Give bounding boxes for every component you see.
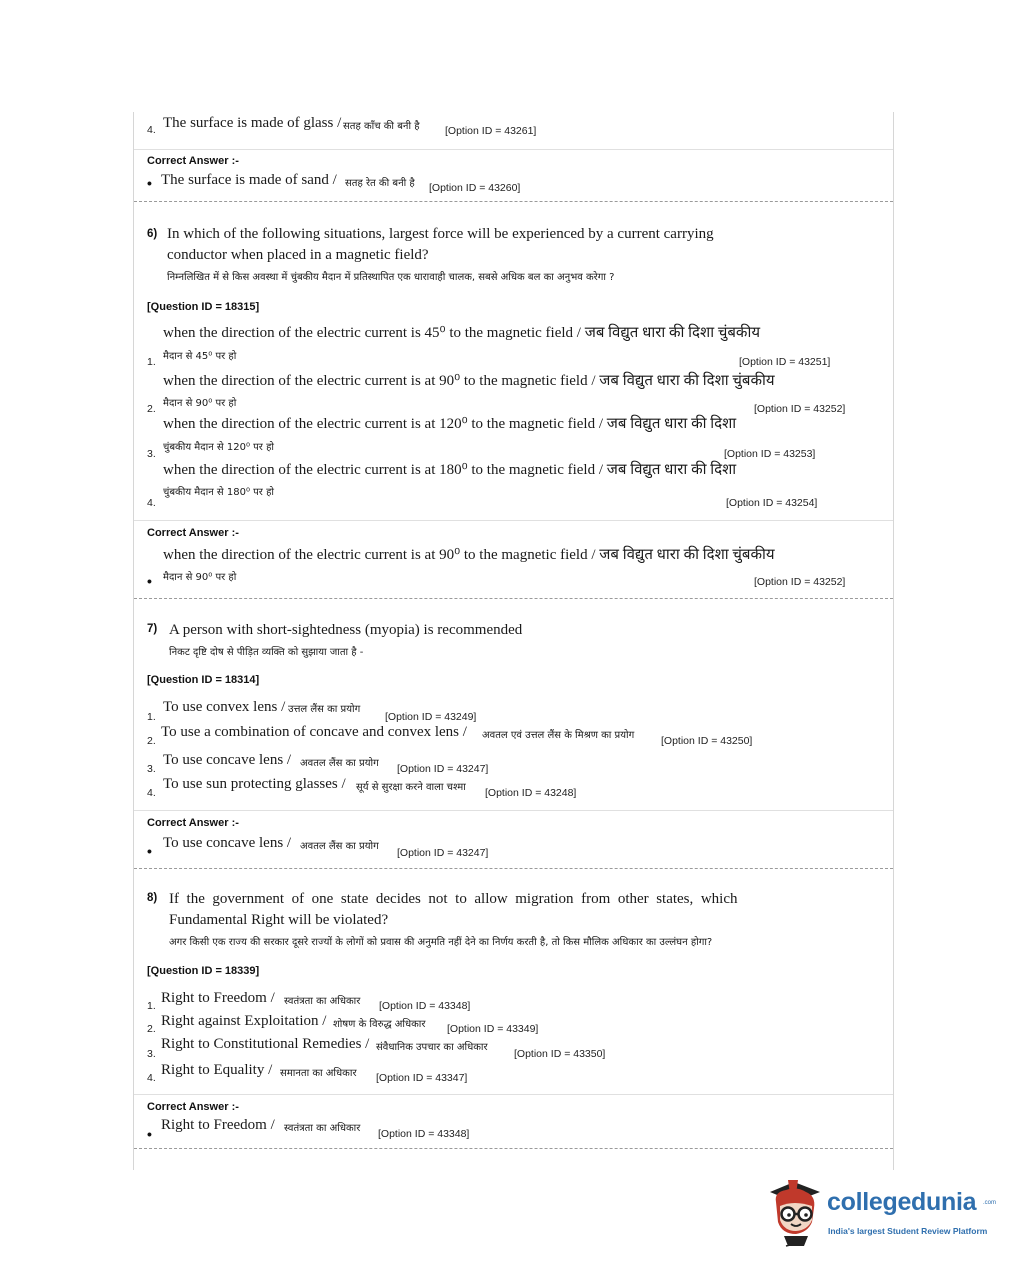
question-text-en: In which of the following situations, largest force will be experienced by a current carrying bbox=[167, 226, 714, 242]
correct-answer-line2: मैदान से 90⁰ पर हो bbox=[163, 572, 237, 583]
option-line1: when the direction of the electric current is at 90⁰ to the magnetic field / जब विद्युत धारा की दिशा चुंबकीय bbox=[163, 373, 775, 389]
option-id: [Option ID = 43348] bbox=[379, 1000, 471, 1012]
collegedunia-logo[interactable] bbox=[764, 1178, 997, 1248]
correct-answer-label: Correct Answer :- bbox=[147, 1101, 239, 1113]
option-id: [Option ID = 43247] bbox=[397, 763, 489, 775]
question-number: 8) bbox=[147, 892, 158, 904]
bullet: • bbox=[147, 843, 152, 859]
correct-answer-hi: अवतल लैंस का प्रयोग bbox=[300, 841, 379, 852]
option-id: [Option ID = 43252] bbox=[754, 576, 846, 588]
correct-answer-label: Correct Answer :- bbox=[147, 527, 239, 539]
option-text-hi: अवतल एवं उत्तल लैंस के मिश्रण का प्रयोग bbox=[482, 730, 635, 741]
option-text-hi: स्वतंत्रता का अधिकार bbox=[284, 996, 361, 1007]
option-number: 4. bbox=[147, 787, 156, 799]
option-line2: चुंबकीय मैदान से 180⁰ पर हो bbox=[163, 487, 274, 498]
option-number: 4. bbox=[147, 497, 156, 509]
option-number: 4. bbox=[147, 124, 156, 136]
option-line2: मैदान से 90⁰ पर हो bbox=[163, 398, 237, 409]
option-number: 1. bbox=[147, 711, 156, 723]
question-text-en: conductor when placed in a magnetic field? bbox=[167, 247, 429, 263]
option-text-en: Right to Freedom / bbox=[161, 990, 275, 1006]
correct-answer-label: Correct Answer :- bbox=[147, 155, 239, 167]
option-text-hi: अवतल लैंस का प्रयोग bbox=[300, 758, 379, 769]
option-number: 3. bbox=[147, 448, 156, 460]
brand-name: collegedunia bbox=[827, 1188, 977, 1216]
option-number: 4. bbox=[147, 1072, 156, 1084]
option-id: [Option ID = 43252] bbox=[754, 403, 846, 415]
option-text-hi: शोषण के विरुद्ध अधिकार bbox=[333, 1019, 426, 1030]
question-separator bbox=[134, 868, 893, 869]
option-number: 2. bbox=[147, 735, 156, 747]
option-number: 2. bbox=[147, 403, 156, 415]
option-text-en: Right to Constitutional Remedies / bbox=[161, 1036, 370, 1052]
divider bbox=[134, 149, 893, 150]
question-number: 7) bbox=[147, 623, 158, 635]
option-text-hi: सूर्य से सुरक्षा करने वाला चश्मा bbox=[356, 782, 466, 793]
option-id: [Option ID = 43249] bbox=[385, 711, 477, 723]
option-id: [Option ID = 43349] bbox=[447, 1023, 539, 1035]
question-id: [Question ID = 18315] bbox=[147, 301, 260, 313]
question-text-hi: निम्नलिखित में से किस अवस्था में चुंबकीय मैदान में प्रतिस्थापित एक धारावाही चालक, सबसे अधिक बल का अनुभव करेगा ? bbox=[167, 272, 615, 283]
correct-answer-line1: when the direction of the electric current is at 90⁰ to the magnetic field / जब विद्युत धारा की दिशा चुंबकीय bbox=[163, 547, 775, 563]
bullet: • bbox=[147, 1126, 152, 1142]
correct-answer-hi: सतह रेत की बनी है bbox=[345, 178, 415, 189]
option-id: [Option ID = 43261] bbox=[445, 125, 537, 137]
option-id: [Option ID = 43254] bbox=[726, 497, 818, 509]
option-text-en: Right against Exploitation / bbox=[161, 1013, 327, 1029]
correct-answer-en: To use concave lens / bbox=[163, 835, 292, 851]
option-id: [Option ID = 43260] bbox=[429, 182, 521, 194]
option-id: [Option ID = 43248] bbox=[485, 787, 577, 799]
correct-answer-label: Correct Answer :- bbox=[147, 817, 239, 829]
divider bbox=[134, 1094, 893, 1095]
question-separator bbox=[134, 1148, 893, 1149]
option-number: 1. bbox=[147, 1000, 156, 1012]
bullet: • bbox=[147, 175, 152, 191]
option-line2: मैदान से 45⁰ पर हो bbox=[163, 351, 237, 362]
question-text-en: A person with short-sightedness (myopia) is recommended bbox=[169, 622, 523, 638]
option-text-en: The surface is made of glass / bbox=[163, 115, 342, 131]
correct-answer-en: Right to Freedom / bbox=[161, 1117, 275, 1133]
brand-tagline: India's largest Student Review Platform bbox=[828, 1226, 988, 1236]
option-text-hi: सतह काँच की बनी है bbox=[343, 121, 420, 132]
option-number: 2. bbox=[147, 1023, 156, 1035]
option-text-en: To use convex lens / bbox=[163, 699, 286, 715]
question-separator bbox=[134, 201, 893, 202]
brand-suffix: .com bbox=[983, 1200, 997, 1206]
option-line1: when the direction of the electric current is at 180⁰ to the magnetic field / जब विद्युत धारा की दिशा bbox=[163, 462, 737, 478]
option-id: [Option ID = 43347] bbox=[376, 1072, 468, 1084]
option-text-en: To use sun protecting glasses / bbox=[163, 776, 346, 792]
option-id: [Option ID = 43247] bbox=[397, 847, 489, 859]
option-id: [Option ID = 43253] bbox=[724, 448, 816, 460]
option-line2: चुंबकीय मैदान से 120⁰ पर हो bbox=[163, 442, 274, 453]
question-separator bbox=[134, 598, 893, 599]
question-paper-page bbox=[133, 112, 894, 1170]
option-id: [Option ID = 43250] bbox=[661, 735, 753, 747]
option-number: 3. bbox=[147, 1048, 156, 1060]
divider bbox=[134, 520, 893, 521]
option-text-en: To use a combination of concave and convex lens / bbox=[161, 724, 467, 740]
option-id: [Option ID = 43350] bbox=[514, 1048, 606, 1060]
option-text-en: Right to Equality / bbox=[161, 1062, 273, 1078]
question-text-en: Fundamental Right will be violated? bbox=[169, 912, 389, 928]
option-text-hi: संवैधानिक उपचार का अधिकार bbox=[376, 1042, 488, 1053]
question-text-hi: अगर किसी एक राज्य की सरकार दूसरे राज्यों के लोगों को प्रवास की अनुमति नहीं देने का निर्णय करती है, तो किस मौलिक अधिकार का उल्लंघन होगा? bbox=[169, 937, 713, 948]
correct-answer-hi: स्वतंत्रता का अधिकार bbox=[284, 1123, 361, 1134]
option-text-hi: उत्तल लैंस का प्रयोग bbox=[288, 704, 361, 715]
bullet: • bbox=[147, 573, 152, 589]
question-id: [Question ID = 18314] bbox=[147, 674, 260, 686]
question-number: 6) bbox=[147, 228, 158, 240]
question-text-en: If the government of one state decides not to allow migration from other states, which bbox=[169, 891, 738, 907]
option-id: [Option ID = 43348] bbox=[378, 1128, 470, 1140]
question-text-hi: निकट दृष्टि दोष से पीड़ित व्यक्ति को सुझाया जाता है - bbox=[169, 647, 364, 658]
divider bbox=[134, 810, 893, 811]
option-line1: when the direction of the electric current is at 120⁰ to the magnetic field / जब विद्युत धारा की दिशा bbox=[163, 416, 737, 432]
option-text-en: To use concave lens / bbox=[163, 752, 292, 768]
question-id: [Question ID = 18339] bbox=[147, 965, 260, 977]
option-number: 3. bbox=[147, 763, 156, 775]
option-id: [Option ID = 43251] bbox=[739, 356, 831, 368]
option-number: 1. bbox=[147, 356, 156, 368]
option-text-hi: समानता का अधिकार bbox=[280, 1068, 357, 1079]
correct-answer-en: The surface is made of sand / bbox=[161, 172, 337, 188]
mascot-icon bbox=[764, 1178, 826, 1248]
option-line1: when the direction of the electric current is 45⁰ to the magnetic field / जब विद्युत धारा की दिशा चुंबकीय bbox=[163, 325, 761, 341]
